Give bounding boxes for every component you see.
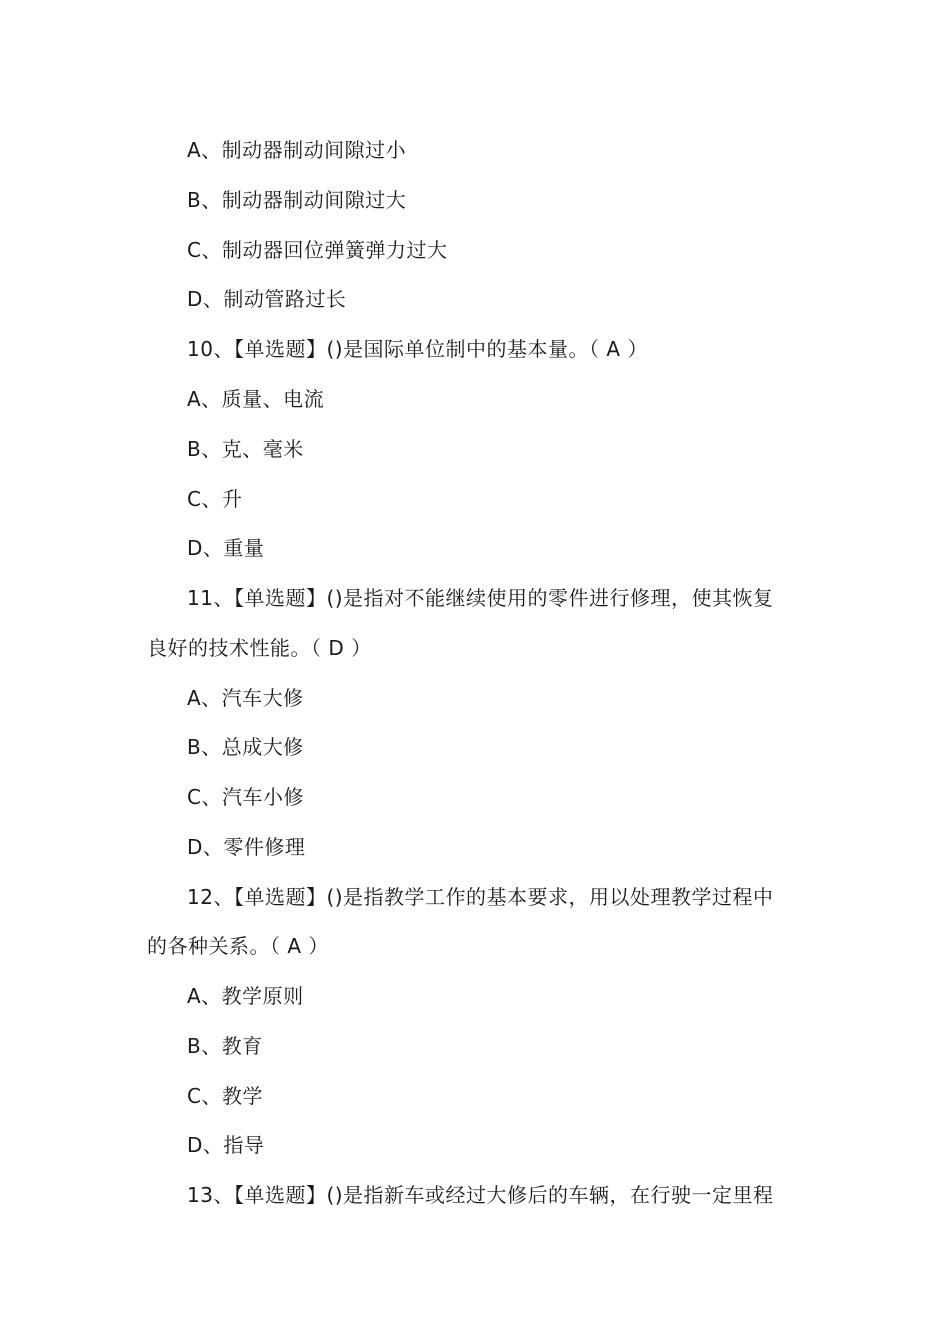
option-line: B、制动器制动间隙过大 [187, 188, 407, 212]
option-line: D、零件修理 [187, 835, 306, 859]
option-line: A、质量、电流 [187, 387, 325, 411]
option-line: D、重量 [187, 536, 265, 560]
option-line: A、制动器制动间隙过小 [187, 138, 407, 162]
question-line: 12、【单选题】()是指教学工作的基本要求，用以处理教学过程中 [187, 885, 774, 909]
question-continuation: 的各种关系。（ A ） [147, 934, 329, 958]
question-line: 10、【单选题】()是国际单位制中的基本量。（ A ） [187, 337, 648, 361]
option-line: D、指导 [187, 1133, 265, 1157]
option-line: B、总成大修 [187, 735, 304, 759]
option-line: C、汽车小修 [187, 785, 304, 809]
option-line: A、汽车大修 [187, 686, 304, 710]
option-line: C、升 [187, 487, 243, 511]
option-line: C、制动器回位弹簧弹力过大 [187, 238, 448, 262]
option-line: A、教学原则 [187, 984, 304, 1008]
option-line: B、克、毫米 [187, 437, 304, 461]
question-line: 13、【单选题】()是指新车或经过大修后的车辆，在行驶一定里程 [187, 1183, 774, 1207]
question-line: 11、【单选题】()是指对不能继续使用的零件进行修理，使其恢复 [187, 586, 774, 610]
option-line: C、教学 [187, 1084, 263, 1108]
option-line: D、制动管路过长 [187, 287, 347, 311]
question-continuation: 良好的技术性能。（ D ） [147, 636, 372, 660]
option-line: B、教育 [187, 1034, 263, 1058]
